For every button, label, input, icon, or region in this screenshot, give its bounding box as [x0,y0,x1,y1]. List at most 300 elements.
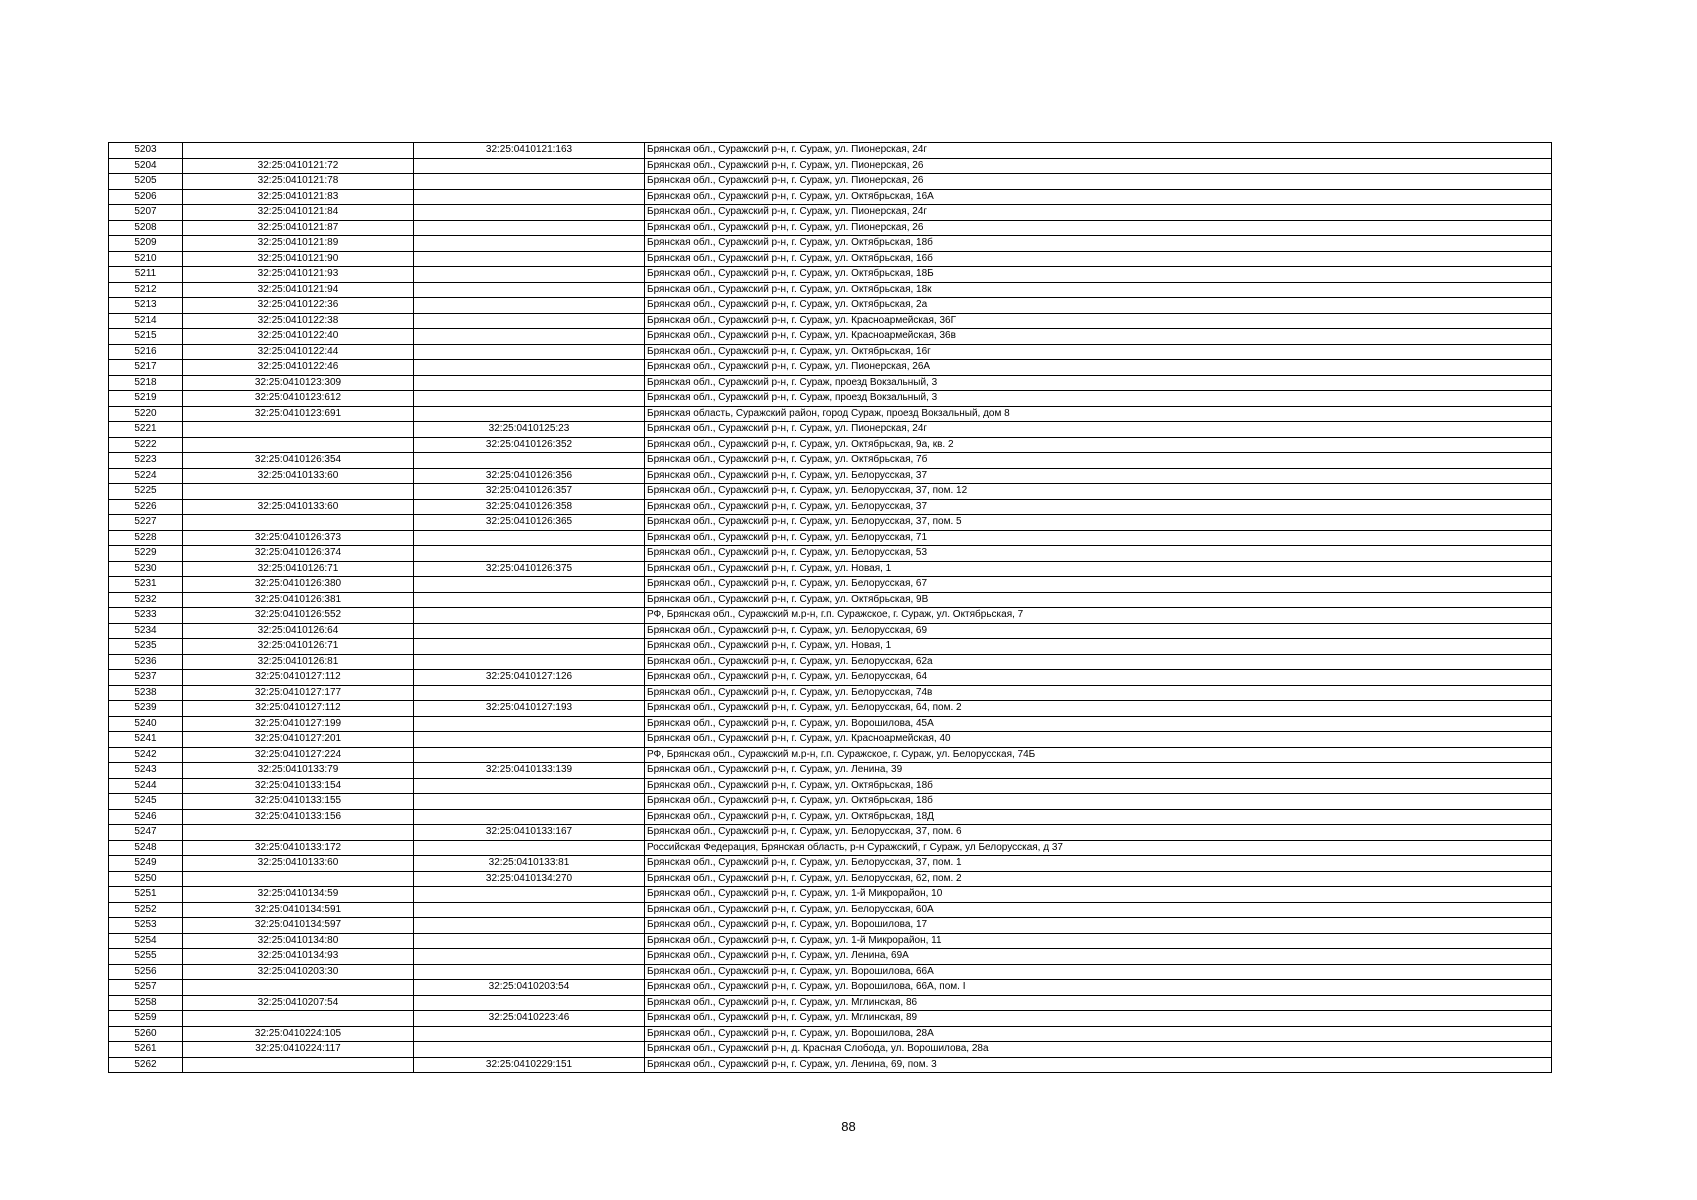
row-number-cell: 5215 [109,329,183,345]
table-row [109,298,1552,314]
row-number-cell: 5230 [109,561,183,577]
cadastral-number-cell: 32:25:0410134:597 [183,918,414,934]
address-cell: Брянская обл., Суражский р-н, г. Сураж, ул. 1-й Микрорайон, 11 [645,933,1552,949]
object-cadastral-number-cell: 32:25:0410203:54 [414,980,645,996]
table-row [109,530,1552,546]
row-number-cell: 5255 [109,949,183,965]
object-cadastral-number-cell [414,282,645,298]
table-row [109,794,1552,810]
table-row [109,1057,1552,1073]
object-cadastral-number-cell [414,685,645,701]
object-cadastral-number-cell [414,251,645,267]
row-number-cell: 5220 [109,406,183,422]
address-cell: Брянская обл., Суражский р-н, г. Сураж, ул. Октябрьская, 2а [645,298,1552,314]
row-number-cell: 5232 [109,592,183,608]
address-cell: Брянская обл., Суражский р-н, г. Сураж, ул. Октябрьская, 16А [645,189,1552,205]
address-cell: Брянская обл., Суражский р-н, г. Сураж, ул. Октябрьская, 18б [645,236,1552,252]
object-cadastral-number-cell [414,1026,645,1042]
object-cadastral-number-cell [414,949,645,965]
address-cell: Брянская обл., Суражский р-н, г. Сураж, ул. Октябрьская, 18б [645,778,1552,794]
cadastral-number-cell: 32:25:0410133:60 [183,499,414,515]
table-row [109,143,1552,159]
cadastral-number-cell [183,143,414,159]
cadastral-number-cell: 32:25:0410121:94 [183,282,414,298]
address-cell: Брянская обл., Суражский р-н, г. Сураж, проезд Вокзальный, 3 [645,375,1552,391]
row-number-cell: 5204 [109,158,183,174]
address-cell: Брянская обл., Суражский р-н, г. Сураж, ул. Белорусская, 37, пом. 12 [645,484,1552,500]
row-number-cell: 5233 [109,608,183,624]
address-cell: Брянская обл., Суражский р-н, г. Сураж, ул. Ленина, 69, пом. 3 [645,1057,1552,1073]
address-cell: Брянская обл., Суражский р-н, г. Сураж, ул. Белорусская, 37, пом. 6 [645,825,1552,841]
address-cell: Брянская обл., Суражский р-н, г. Сураж, ул. Октябрьская, 16г [645,344,1552,360]
table-row [109,1011,1552,1027]
object-cadastral-number-cell [414,220,645,236]
row-number-cell: 5224 [109,468,183,484]
address-cell: Брянская обл., Суражский р-н, г. Сураж, ул. Белорусская, 64, пом. 2 [645,701,1552,717]
object-cadastral-number-cell: 32:25:0410133:167 [414,825,645,841]
object-cadastral-number-cell [414,995,645,1011]
table-row [109,561,1552,577]
object-cadastral-number-cell [414,360,645,376]
row-number-cell: 5218 [109,375,183,391]
row-number-cell: 5242 [109,747,183,763]
row-number-cell: 5207 [109,205,183,221]
table-row [109,468,1552,484]
table-row [109,158,1552,174]
table-row [109,499,1552,515]
cadastral-number-cell: 32:25:0410224:105 [183,1026,414,1042]
cadastral-number-cell: 32:25:0410126:380 [183,577,414,593]
object-cadastral-number-cell [414,406,645,422]
row-number-cell: 5248 [109,840,183,856]
address-cell: Брянская обл., Суражский р-н, г. Сураж, ул. Белорусская, 37, пом. 1 [645,856,1552,872]
cadastral-number-cell: 32:25:0410133:60 [183,856,414,872]
cadastral-number-cell: 32:25:0410123:309 [183,375,414,391]
row-number-cell: 5259 [109,1011,183,1027]
row-number-cell: 5239 [109,701,183,717]
address-cell: Брянская обл., Суражский р-н, г. Сураж, ул. Пионерская, 26 [645,158,1552,174]
table-row [109,577,1552,593]
object-cadastral-number-cell [414,809,645,825]
row-number-cell: 5213 [109,298,183,314]
cadastral-number-cell: 32:25:0410122:40 [183,329,414,345]
address-cell: Брянская обл., Суражский р-н, г. Сураж, ул. Пионерская, 26 [645,174,1552,190]
address-cell: Брянская обл., Суражский р-н, г. Сураж, ул. Октябрьская, 18Д [645,809,1552,825]
row-number-cell: 5249 [109,856,183,872]
table-row [109,887,1552,903]
object-cadastral-number-cell: 32:25:0410126:352 [414,437,645,453]
object-cadastral-number-cell [414,654,645,670]
object-cadastral-number-cell [414,530,645,546]
address-cell: Брянская обл., Суражский р-н, г. Сураж, ул. Красноармейская, 40 [645,732,1552,748]
address-cell: Брянская обл., Суражский р-н, г. Сураж, ул. 1-й Микрорайон, 10 [645,887,1552,903]
address-cell: Брянская обл., Суражский р-н, г. Сураж, ул. Ворошилова, 66А [645,964,1552,980]
cadastral-number-cell: 32:25:0410121:93 [183,267,414,283]
address-cell: Брянская обл., Суражский р-н, г. Сураж, ул. Пионерская, 24г [645,143,1552,159]
row-number-cell: 5225 [109,484,183,500]
address-cell: Российская Федерация, Брянская область, р-н Суражский, г Сураж, ул Белорусская, д 37 [645,840,1552,856]
address-cell: Брянская обл., Суражский р-н, г. Сураж, ул. Новая, 1 [645,639,1552,655]
object-cadastral-number-cell [414,623,645,639]
cadastral-number-cell: 32:25:0410122:44 [183,344,414,360]
address-cell: Брянская обл., Суражский р-н, г. Сураж, ул. Мглинская, 89 [645,1011,1552,1027]
address-cell: Брянская обл., Суражский р-н, д. Красная Слобода, ул. Ворошилова, 28а [645,1042,1552,1058]
object-cadastral-number-cell [414,329,645,345]
table-row [109,515,1552,531]
registry-table [108,142,1552,1073]
table-row [109,329,1552,345]
table-row [109,267,1552,283]
object-cadastral-number-cell: 32:25:0410126:357 [414,484,645,500]
table-row [109,995,1552,1011]
address-cell: РФ, Брянская обл., Суражский м.р-н, г.п. Суражское, г. Сураж, ул. Октябрьская, 7 [645,608,1552,624]
table-row [109,1026,1552,1042]
cadastral-number-cell: 32:25:0410121:72 [183,158,414,174]
row-number-cell: 5254 [109,933,183,949]
object-cadastral-number-cell [414,205,645,221]
table-row [109,856,1552,872]
cadastral-number-cell: 32:25:0410123:691 [183,406,414,422]
cadastral-number-cell: 32:25:0410126:381 [183,592,414,608]
object-cadastral-number-cell [414,840,645,856]
table-row [109,174,1552,190]
cadastral-number-cell: 32:25:0410123:612 [183,391,414,407]
object-cadastral-number-cell [414,546,645,562]
address-cell: Брянская обл., Суражский р-н, г. Сураж, ул. Белорусская, 64 [645,670,1552,686]
object-cadastral-number-cell: 32:25:0410126:365 [414,515,645,531]
table-row [109,685,1552,701]
row-number-cell: 5236 [109,654,183,670]
address-cell: Брянская область, Суражский район, город Сураж, проезд Вокзальный, дом 8 [645,406,1552,422]
table-row [109,422,1552,438]
address-cell: Брянская обл., Суражский р-н, г. Сураж, ул. Новая, 1 [645,561,1552,577]
table-row [109,763,1552,779]
table-row [109,189,1552,205]
row-number-cell: 5229 [109,546,183,562]
row-number-cell: 5226 [109,499,183,515]
table-row [109,205,1552,221]
table-row [109,670,1552,686]
row-number-cell: 5210 [109,251,183,267]
table-row [109,437,1552,453]
object-cadastral-number-cell [414,716,645,732]
address-cell: Брянская обл., Суражский р-н, г. Сураж, ул. Пионерская, 26 [645,220,1552,236]
address-cell: Брянская обл., Суражский р-н, г. Сураж, ул. Ленина, 69А [645,949,1552,965]
object-cadastral-number-cell [414,453,645,469]
object-cadastral-number-cell [414,375,645,391]
row-number-cell: 5257 [109,980,183,996]
object-cadastral-number-cell: 32:25:0410134:270 [414,871,645,887]
row-number-cell: 5209 [109,236,183,252]
cadastral-number-cell: 32:25:0410126:64 [183,623,414,639]
object-cadastral-number-cell [414,902,645,918]
object-cadastral-number-cell [414,732,645,748]
table-row [109,375,1552,391]
object-cadastral-number-cell: 32:25:0410126:358 [414,499,645,515]
table-row [109,701,1552,717]
object-cadastral-number-cell [414,236,645,252]
cadastral-number-cell: 32:25:0410133:154 [183,778,414,794]
row-number-cell: 5219 [109,391,183,407]
address-cell: Брянская обл., Суражский р-н, г. Сураж, ул. Белорусская, 60А [645,902,1552,918]
row-number-cell: 5240 [109,716,183,732]
object-cadastral-number-cell [414,592,645,608]
cadastral-number-cell: 32:25:0410126:71 [183,639,414,655]
address-cell: Брянская обл., Суражский р-н, г. Сураж, ул. Ворошилова, 28А [645,1026,1552,1042]
address-cell: Брянская обл., Суражский р-н, г. Сураж, ул. Красноармейская, 36в [645,329,1552,345]
cadastral-number-cell: 32:25:0410203:30 [183,964,414,980]
cadastral-number-cell: 32:25:0410134:80 [183,933,414,949]
cadastral-number-cell: 32:25:0410133:60 [183,468,414,484]
cadastral-number-cell: 32:25:0410134:93 [183,949,414,965]
cadastral-number-cell: 32:25:0410134:59 [183,887,414,903]
table-row [109,654,1552,670]
row-number-cell: 5208 [109,220,183,236]
row-number-cell: 5206 [109,189,183,205]
address-cell: РФ, Брянская обл., Суражский м.р-н, г.п. Суражское, г. Сураж, ул. Белорусская, 74Б [645,747,1552,763]
row-number-cell: 5251 [109,887,183,903]
cadastral-number-cell [183,980,414,996]
table-row [109,980,1552,996]
cadastral-number-cell: 32:25:0410121:83 [183,189,414,205]
table-row [109,546,1552,562]
cadastral-number-cell [183,422,414,438]
address-cell: Брянская обл., Суражский р-н, г. Сураж, ул. Ворошилова, 45А [645,716,1552,732]
row-number-cell: 5227 [109,515,183,531]
object-cadastral-number-cell [414,964,645,980]
row-number-cell: 5244 [109,778,183,794]
table-row [109,747,1552,763]
object-cadastral-number-cell: 32:25:0410223:46 [414,1011,645,1027]
cadastral-number-cell: 32:25:0410127:224 [183,747,414,763]
object-cadastral-number-cell: 32:25:0410127:126 [414,670,645,686]
object-cadastral-number-cell: 32:25:0410229:151 [414,1057,645,1073]
cadastral-number-cell: 32:25:0410127:201 [183,732,414,748]
cadastral-number-cell [183,484,414,500]
object-cadastral-number-cell [414,174,645,190]
cadastral-number-cell: 32:25:0410122:36 [183,298,414,314]
row-number-cell: 5258 [109,995,183,1011]
row-number-cell: 5212 [109,282,183,298]
object-cadastral-number-cell [414,298,645,314]
cadastral-number-cell [183,871,414,887]
object-cadastral-number-cell [414,189,645,205]
row-number-cell: 5253 [109,918,183,934]
row-number-cell: 5228 [109,530,183,546]
row-number-cell: 5234 [109,623,183,639]
table-row [109,236,1552,252]
table-row [109,484,1552,500]
object-cadastral-number-cell [414,608,645,624]
table-row [109,360,1552,376]
table-row [109,313,1552,329]
registry-table-body [109,143,1552,1073]
object-cadastral-number-cell [414,639,645,655]
cadastral-number-cell: 32:25:0410134:591 [183,902,414,918]
table-row [109,344,1552,360]
object-cadastral-number-cell [414,1042,645,1058]
row-number-cell: 5241 [109,732,183,748]
row-number-cell: 5237 [109,670,183,686]
address-cell: Брянская обл., Суражский р-н, г. Сураж, ул. Октябрьская, 18к [645,282,1552,298]
table-row [109,809,1552,825]
row-number-cell: 5205 [109,174,183,190]
table-row [109,220,1552,236]
cadastral-number-cell: 32:25:0410126:354 [183,453,414,469]
object-cadastral-number-cell [414,267,645,283]
address-cell: Брянская обл., Суражский р-н, г. Сураж, ул. Белорусская, 71 [645,530,1552,546]
cadastral-number-cell: 32:25:0410127:199 [183,716,414,732]
page-number: 88 [841,1119,856,1134]
address-cell: Брянская обл., Суражский р-н, г. Сураж, ул. Пионерская, 24г [645,205,1552,221]
address-cell: Брянская обл., Суражский р-н, г. Сураж, ул. Пионерская, 24г [645,422,1552,438]
cadastral-number-cell: 32:25:0410121:84 [183,205,414,221]
row-number-cell: 5243 [109,763,183,779]
object-cadastral-number-cell [414,577,645,593]
address-cell: Брянская обл., Суражский р-н, г. Сураж, ул. Октябрьская, 18б [645,794,1552,810]
address-cell: Брянская обл., Суражский р-н, г. Сураж, ул. Белорусская, 37 [645,468,1552,484]
object-cadastral-number-cell [414,344,645,360]
table-row [109,840,1552,856]
table-row [109,778,1552,794]
cadastral-number-cell: 32:25:0410224:117 [183,1042,414,1058]
cadastral-number-cell: 32:25:0410133:172 [183,840,414,856]
address-cell: Брянская обл., Суражский р-н, г. Сураж, ул. Октябрьская, 16б [645,251,1552,267]
cadastral-number-cell: 32:25:0410121:90 [183,251,414,267]
row-number-cell: 5238 [109,685,183,701]
row-number-cell: 5214 [109,313,183,329]
object-cadastral-number-cell: 32:25:0410126:375 [414,561,645,577]
cadastral-number-cell [183,515,414,531]
address-cell: Брянская обл., Суражский р-н, г. Сураж, проезд Вокзальный, 3 [645,391,1552,407]
row-number-cell: 5260 [109,1026,183,1042]
row-number-cell: 5203 [109,143,183,159]
row-number-cell: 5231 [109,577,183,593]
address-cell: Брянская обл., Суражский р-н, г. Сураж, ул. Белорусская, 62а [645,654,1552,670]
cadastral-number-cell: 32:25:0410122:46 [183,360,414,376]
address-cell: Брянская обл., Суражский р-н, г. Сураж, ул. Белорусская, 67 [645,577,1552,593]
address-cell: Брянская обл., Суражский р-н, г. Сураж, ул. Белорусская, 53 [645,546,1552,562]
row-number-cell: 5252 [109,902,183,918]
row-number-cell: 5211 [109,267,183,283]
address-cell: Брянская обл., Суражский р-н, г. Сураж, ул. Красноармейская, 36Г [645,313,1552,329]
table-row [109,251,1552,267]
address-cell: Брянская обл., Суражский р-н, г. Сураж, ул. Октябрьская, 9а, кв. 2 [645,437,1552,453]
object-cadastral-number-cell: 32:25:0410125:23 [414,422,645,438]
cadastral-number-cell: 32:25:0410133:156 [183,809,414,825]
table-row [109,716,1552,732]
row-number-cell: 5235 [109,639,183,655]
object-cadastral-number-cell: 32:25:0410133:81 [414,856,645,872]
table-row [109,933,1552,949]
address-cell: Брянская обл., Суражский р-н, г. Сураж, ул. Белорусская, 37, пом. 5 [645,515,1552,531]
cadastral-number-cell: 32:25:0410127:177 [183,685,414,701]
table-row [109,592,1552,608]
object-cadastral-number-cell [414,158,645,174]
cadastral-number-cell [183,1057,414,1073]
object-cadastral-number-cell: 32:25:0410121:163 [414,143,645,159]
row-number-cell: 5223 [109,453,183,469]
table-row [109,964,1552,980]
cadastral-number-cell: 32:25:0410126:552 [183,608,414,624]
object-cadastral-number-cell: 32:25:0410126:356 [414,468,645,484]
address-cell: Брянская обл., Суражский р-н, г. Сураж, ул. Октябрьская, 7б [645,453,1552,469]
object-cadastral-number-cell [414,933,645,949]
table-row [109,825,1552,841]
row-number-cell: 5221 [109,422,183,438]
cadastral-number-cell [183,437,414,453]
cadastral-number-cell: 32:25:0410126:71 [183,561,414,577]
row-number-cell: 5246 [109,809,183,825]
row-number-cell: 5250 [109,871,183,887]
cadastral-number-cell [183,1011,414,1027]
object-cadastral-number-cell [414,887,645,903]
object-cadastral-number-cell: 32:25:0410127:193 [414,701,645,717]
table-row [109,453,1552,469]
object-cadastral-number-cell [414,778,645,794]
row-number-cell: 5245 [109,794,183,810]
row-number-cell: 5216 [109,344,183,360]
object-cadastral-number-cell [414,391,645,407]
table-row [109,871,1552,887]
object-cadastral-number-cell [414,313,645,329]
address-cell: Брянская обл., Суражский р-н, г. Сураж, ул. Ворошилова, 66А, пом. I [645,980,1552,996]
cadastral-number-cell: 32:25:0410121:89 [183,236,414,252]
address-cell: Брянская обл., Суражский р-н, г. Сураж, ул. Ворошилова, 17 [645,918,1552,934]
table-row [109,918,1552,934]
address-cell: Брянская обл., Суражский р-н, г. Сураж, ул. Ленина, 39 [645,763,1552,779]
address-cell: Брянская обл., Суражский р-н, г. Сураж, ул. Пионерская, 26А [645,360,1552,376]
cadastral-number-cell: 32:25:0410126:374 [183,546,414,562]
table-row [109,406,1552,422]
cadastral-number-cell: 32:25:0410126:373 [183,530,414,546]
cadastral-number-cell: 32:25:0410127:112 [183,701,414,717]
table-row [109,282,1552,298]
row-number-cell: 5247 [109,825,183,841]
cadastral-number-cell: 32:25:0410126:81 [183,654,414,670]
cadastral-number-cell: 32:25:0410121:78 [183,174,414,190]
row-number-cell: 5261 [109,1042,183,1058]
cadastral-number-cell: 32:25:0410133:79 [183,763,414,779]
row-number-cell: 5222 [109,437,183,453]
cadastral-number-cell: 32:25:0410121:87 [183,220,414,236]
address-cell: Брянская обл., Суражский р-н, г. Сураж, ул. Белорусская, 37 [645,499,1552,515]
table-row [109,902,1552,918]
address-cell: Брянская обл., Суражский р-н, г. Сураж, ул. Белорусская, 62, пом. 2 [645,871,1552,887]
cadastral-number-cell: 32:25:0410207:54 [183,995,414,1011]
table-row [109,623,1552,639]
table-row [109,1042,1552,1058]
table-row [109,391,1552,407]
table-row [109,608,1552,624]
cadastral-number-cell: 32:25:0410133:155 [183,794,414,810]
address-cell: Брянская обл., Суражский р-н, г. Сураж, ул. Белорусская, 69 [645,623,1552,639]
address-cell: Брянская обл., Суражский р-н, г. Сураж, ул. Мглинская, 86 [645,995,1552,1011]
table-row [109,639,1552,655]
object-cadastral-number-cell [414,918,645,934]
address-cell: Брянская обл., Суражский р-н, г. Сураж, ул. Октябрьская, 9В [645,592,1552,608]
row-number-cell: 5262 [109,1057,183,1073]
object-cadastral-number-cell: 32:25:0410133:139 [414,763,645,779]
row-number-cell: 5256 [109,964,183,980]
object-cadastral-number-cell [414,747,645,763]
object-cadastral-number-cell [414,794,645,810]
table-row [109,732,1552,748]
cadastral-number-cell: 32:25:0410122:38 [183,313,414,329]
table-row [109,949,1552,965]
cadastral-number-cell [183,825,414,841]
address-cell: Брянская обл., Суражский р-н, г. Сураж, ул. Октябрьская, 18Б [645,267,1552,283]
